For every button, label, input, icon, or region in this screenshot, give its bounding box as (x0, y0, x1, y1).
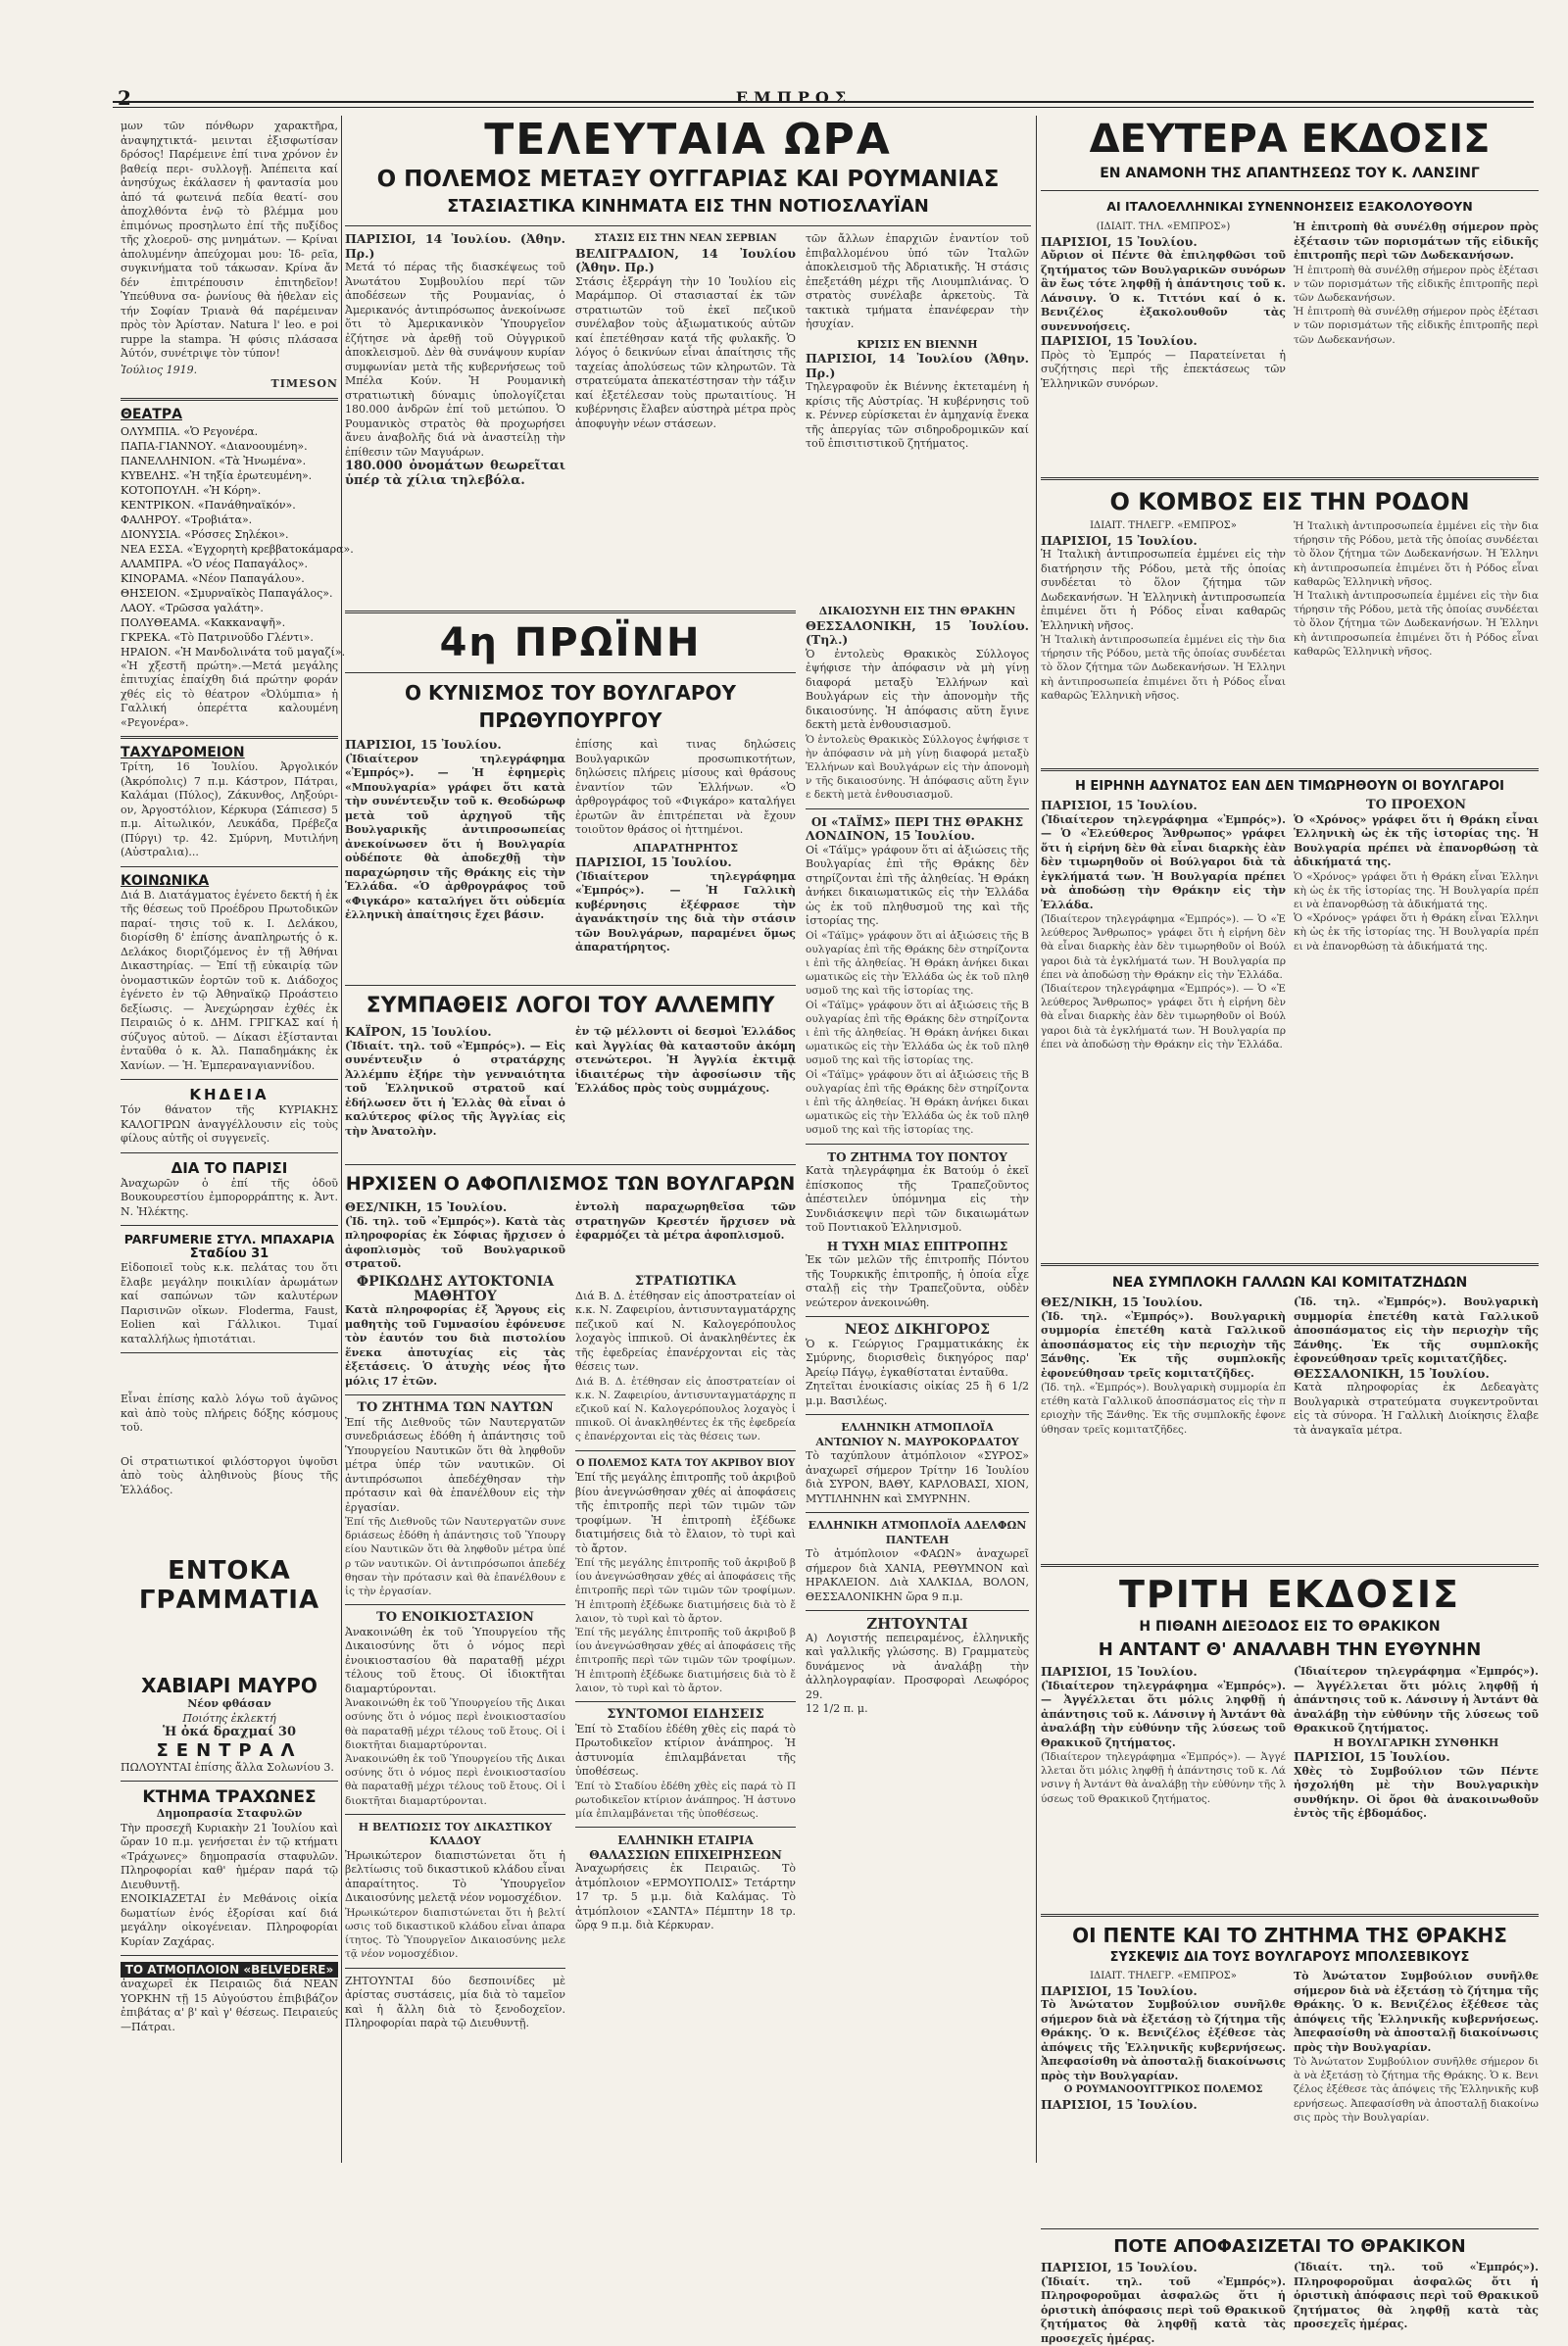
article-dateline: ΘΕΣ/ΝΙΚΗ, 15 Ἰουλίου. (345, 1200, 565, 1215)
article-text: (Ἰδιαίτερον τηλεγράφημα «Ἐμπρός»). — Ἡ ἐφημερὶς «Μπουλγαρία» γράφει ὅτι κατὰ τὴν συνέντευξιν τοῦ κ. Θεοδώρωφ μετὰ τοῦ ἀρχηγοῦ τῆς Βουλγαρικῆς ἀντιπροσωπείας ἀνεκοίνωσεν ὅτι ἡ Βουλγαρία οὐδέποτε θὰ ἀποδεχθῇ τὴν παραχώρησιν τῆς Θράκης εἰς τὴν Ἑλλάδα. «Ὁ ἀρθρογράφος τοῦ «Φιγκάρο» καταλήγει ὅτι οὐδεμία ἑλληνικὴ ἀπαίτησις ἔχει βάσιν. (345, 753, 565, 923)
quote-text: Οἱ στρατιωτικοί φιλόστοργοι ὑψοῦσι ἀπὸ τοὺς ἀληθινοὺς βίους τῆς Ἑλλάδος. (121, 1455, 338, 1498)
article (1294, 1665, 1539, 1908)
article (1041, 2261, 1286, 2337)
article-dateline: ΠΑΡΙΣΙΟΙ, 14 Ἰουλίου. (Ἀθην. Πρ.) (345, 232, 565, 261)
subcolumn (345, 1275, 565, 2118)
article-text: Ἐκ τῶν μελῶν τῆς ἐπιτροπῆς Πόντου τῆς Τουρκικῆς ἐπιτροπῆς, ἡ ὁποία εἶχε σταλῇ εἰς τὴν Τραπεζοῦντα, οὐδὲν νεώτερον ἀνεκοινώθη. (806, 1253, 1029, 1310)
article-block (345, 734, 796, 979)
article (1294, 519, 1539, 762)
article-heading: ΤΟ ΠΡΟΕΧΟΝ (1294, 799, 1539, 813)
article (1294, 799, 1539, 1257)
deaths-text: Τόν θάνατον τῆς ΚΥΡΙΑΚΗΣ ΚΑΛΟΓΙΡΩΝ ἀναγγέλλουσιν εἰς τοὺς φίλους αὐτῆς οἱ συγγενεῖς. (121, 1103, 338, 1147)
column-rule (341, 116, 342, 2163)
divider (345, 225, 1031, 226)
ad-heading: ΚΤΗΜΑ ΤΡΑΧΩΝΕΣ (121, 1787, 338, 1807)
edition-title: ΔΕΥΤΕΡΑ ΕΚΔΟΣΙΣ (1041, 116, 1539, 163)
divider (345, 1394, 565, 1395)
intro-text: μων τῶν πόνθωρν χαρακτῆρα, ἀναψηχτικτά- μεινται ἐξισφωτίσαν δρόσος! Παρέμεινε ἐπί τινα χρόνον ἐν βαθείᾳ περι- συλλογῇ. Ἀπέπειτα καί ἀνησύχως ἐκάλασεν ἡ φαντασία μου ἀπό τά φωτεινά πεδία θεατί- σου ἀποχλθόντα ἐνῷ τὸ βλέμμα μου ἐπιμόνως προσηλωτο ἐπί τῆς πυξίδος τῆς χλοεροῦ- σης μνημάτων. — Κρίναι ἀπολυμένην ἀπεύχομαι μου: Ἰδ- ρεῖα, συγκινήματα τοῦ τάκωσαν. Κρίνα ἄν δέν ἐπιτρέπουσιν ἐπιτηδεῖον! Ὑπεύθυνα σα- ῥωνίους θὰ ἠθελαν εἰς τήν Σοφίαν Τριανὰ θά παρέμειναν πρὸς τὸν Ἀρίσταν. Natura l' leo. e poi ruppe la stampa. Ἡ φύσις πλάσασα Ἀύτόν, συνέτριψε τὸν τύπον! (121, 120, 338, 362)
divider (121, 1152, 338, 1153)
article-text: Διά Β. Δ. ἐτέθησαν εἰς ἀποστρατείαν οἱ κ.κ. Ν. Ζαφειρίου, ἀντισυνταγματάρχης πεζικοῦ καί Ν. Καλογερόπουλος λοχαγὸς ἱππικοῦ. Οἱ ἀνακληθέντες ἐκ τῆς ἐφεδρείας ἐπανέρχονται εἰς τὰς θέσεις των. (575, 1375, 796, 1444)
article (1041, 220, 1286, 471)
headline: Η ΠΙΘΑΝΗ ΔΙΕΞΟΔΟΣ ΕΙΣ ΤΟ ΘΡΑΚΙΚΟΝ (1041, 1616, 1539, 1637)
article-dateline: ΠΑΡΙΣΙΟΙ, 15 Ἰουλίου. (1041, 1665, 1286, 1680)
article-text: Χθὲς τὸ Συμβούλιον τῶν Πέντε ἠσχολήθη μὲ τὴν Βουλγαρικὴν συνθήκην. Οἱ ὅροι θὰ ἀνακοινωθοῦν ἐντὸς τῆς ἑβδομάδος. (1294, 1765, 1539, 1822)
article-text: (Ἰδιαίτερον τηλεγράφημα «Ἐμπρός»). — Ὁ «Ἐλεύθερος Ἄνθρωπος» γράφει ὅτι ἡ εἰρήνη δὲν θὰ εἶναι διαρκὴς ἐὰν δὲν τιμωρηθοῦν οἱ Βούλγαροι διὰ τὰ ἐγκλήματά των. Ἡ Βουλγαρία πρέπει νὰ ἀποδώσῃ τὴν Θράκην εἰς τὴν Ἑλλάδα. (1041, 982, 1286, 1051)
article-text: Ἠρωικώτερον διαπιστώνεται ὅτι ἡ βελτίωσις τοῦ δικαστικοῦ κλάδου εἶναι ἀπαραίτητος. Τὸ Ὑπουργεῖον Δικαιοσύνης μελετᾷ νέον νομοσχέδιον. (345, 1849, 565, 1906)
headline: Η ΕΙΡΗΝΗ ΑΔΥΝΑΤΟΣ ΕΑΝ ΔΕΝ ΤΙΜΩΡΗΘΟΥΝ ΟΙ ΒΟΥΛΓΑΡΟΙ (1041, 777, 1539, 797)
article (575, 738, 796, 979)
ad-text: Τὴν προσεχῆ Κυριακὴν 21 Ἰουλίου καὶ ὥραν 10 π.μ. γενήσεται ἐν τῷ κτήματι «Τράχωνες» δημοπρασία σταφυλῶν. Πληροφορίαι καθ' ἡμέραν παρά τῷ Διευθυντῇ. (121, 1822, 338, 1893)
article-text: Ζητεῖται ἐνοικίασις οἰκίας 25 ἢ 6 1/2 μ.μ. Βασιλέως. (806, 1380, 1029, 1408)
headline: ΕΝ ΑΝΑΜΟΝΗ ΤΗΣ ΑΠΑΝΤΗΣΕΩΣ ΤΟΥ Κ. ΛΑΝΣΙΝΓ (1041, 163, 1539, 184)
article-note: ΙΔΙΑΙΤ. ΤΗΛΕΓΡ. «ΕΜΠΡΟΣ» (1041, 1970, 1286, 1984)
social-text: Διά Β. Διατάγματος ἐγένετο δεκτή ἡ ἐκ τῆς θέσεως τοῦ Προέδρου Πρωτοδικῶν παραί- τησις τοῦ κ. Ι. Δελάκου, διορίσθη δ' ἐπίσης ἀναπληρωτής ὁ κ. Δελάκος διοριζόμενος ἐν τῇ Ἀθήναι Δικαστηρίας. — Ἐπί τῇ εὐκαιρίᾳ τῶν ὀνομαστικῶν ἑορτῶν τοῦ κ. Διάδοχος ἐγένετο ἐν τῷ Ἀθηναϊκῷ Προάστειο δεξίωσις. — Ἀνεχώρησαν ἐχθές ἐκ Πειραιῶς ὁ κ. ΔΗΜ. ΓΡΙΓΚΑΣ καί ἡ σύζυγος αὐτοῦ. — Δίκασι ἐξίστανται ἐνταῦθα ὁ κ. Ἀλ. Παπαδημάκης ἐκ Χανίων. — Ἡ. Ἐμπεραναγιαννίδου. (121, 889, 338, 1074)
article-block (345, 1197, 796, 1275)
edition-title: ΤΡΙΤΗ ΕΚΔΟΣΙΣ (1041, 1573, 1539, 1616)
article-dateline: ΠΑΡΙΣΙΟΙ, 15 Ἰουλίου. (1294, 1750, 1539, 1765)
article-text: ἐπίσης καὶ τινας δηλώσεις Βουλγαρικῶν προσωπικοτήτων, δηλώσεις πλήρεις μίσους καὶ θράσους ἐναντίον τῶν Ἑλλήνων. «Ὁ ἀρθρογράφος τοῦ «Φιγκάρο» καταλήγει ἐρωτῶν ἂν ἐπιτρέπεται νὰ ἔχουν τοιοῦτον θράσος οἱ ἡττημένοι. (575, 738, 796, 838)
list-item: «Ἡ χξεστῆ πρώτη».—Μετά μεγάλης ἐπιτυχίας ἐπαίχθη διά πρώτην φοράν χθές εἰς τὸ θέατρον «Ὀλύμπια» ἡ Γαλλική ὀπερέττα καλουμένη «Ρεγονέρα». (121, 660, 338, 731)
list-item: ΗΡΑΙΟΝ. «Ἡ Μανδολινάτα τοῦ μαγαζί». (121, 645, 338, 660)
article-text: (Ἰδιαίτερον τηλεγράφημα «Ἐμπρός»). — Ὁ «Ἐλεύθερος Ἄνθρωπος» γράφει ὅτι ἡ εἰρήνη δὲν θὰ εἶναι διαρκὴς ἐὰν δὲν τιμωρηθοῦν οἱ Βούλγαροι διὰ τὰ ἐγκλήματά των. Ἡ Βουλγαρία πρέπει νὰ ἀποδώσῃ τὴν Θράκην εἰς τὴν Ἑλλάδα. (1041, 813, 1286, 913)
article-text: Οἱ «Τάϊμς» γράφουν ὅτι αἱ ἀξιώσεις τῆς Βουλγαρίας ἐπὶ τῆς Θράκης δὲν στηρίζονται ἐπὶ τῆς ἀληθείας. Ἡ Θράκη ἀνήκει δικαιωματικῶς εἰς τὴν Ἑλλάδα ὡς ἐκ τοῦ πληθυσμοῦ της καὶ τῆς ἱστορίας της. (806, 844, 1029, 929)
social-heading: ΚΟΙΝΩΝΙΚΑ (121, 873, 338, 889)
headline: Ο ΚΥΝΙΣΜΟΣ ΤΟΥ ΒΟΥΛΓΑΡΟΥ ΠΡΩΘΥΠΟΥΡΓΟΥ (345, 679, 796, 734)
article-text: Ἐπί τῆς Διεθνοῦς τῶν Ναυτεργατῶν συνεδριάσεως ἐδόθη ἡ ἀπάντησις τοῦ Ὑπουργείου Ναυτικῶν ὅτι θὰ ληφθοῦν μέτρα ὑπέρ τῶν ναυτικῶν. Οἱ ἀντιπρόσωποι ἀπεδέχθησαν τὴν πρότασιν καὶ θὰ ἐπανέλθουν εἰς τὴν ἐργασίαν. (345, 1416, 565, 1516)
article-text: Τὸ Ἀνώτατον Συμβούλιον συνῆλθε σήμερον διὰ νὰ ἐξετάσῃ τὸ ζήτημα τῆς Θράκης. Ὁ κ. Βενιζέλος ἐξέθεσε τὰς ἀπόψεις τῆς Ἑλληνικῆς κυβερνήσεως. Ἀπεφασίσθη νὰ ἀποσταλῇ διακοίνωσις πρὸς τὴν Βουλγαρίαν. (1041, 1998, 1286, 2083)
article (575, 1025, 796, 1158)
headline: Η ΑΝΤΑΝΤ Θ' ΑΝΑΛΑΒΗ ΤΗΝ ΕΥΘΥΝΗΝ (1041, 1637, 1539, 1663)
article-block (1041, 517, 1539, 762)
list-item: ΔΙΟΝΥΣΙΑ. «Ρόσσες Σηλέκοι». (121, 527, 338, 542)
article-text: Οἱ «Τάϊμς» γράφουν ὅτι αἱ ἀξιώσεις τῆς Βουλγαρίας ἐπὶ τῆς Θράκης δὲν στηρίζονται ἐπὶ τῆς ἀληθείας. Ἡ Θράκη ἀνήκει δικαιωματικῶς εἰς τὴν Ἑλλάδα ὡς ἐκ τοῦ πληθυσμοῦ της καὶ τῆς ἱστορίας της. (806, 999, 1029, 1068)
list-item: ΟΛΥΜΠΙΑ. «Ὁ Ρεγονέρα. (121, 424, 338, 439)
article-heading: ΤΟ ΖΗΤΗΜΑ ΤΩΝ ΝΑΥΤΩΝ (345, 1401, 565, 1416)
article-emphasis: 180.000 ὀνομάτων θεωρεῖται ὑπέρ τὰ χίλια τηλεβόλα. (345, 460, 565, 488)
list-item: ΠΑΝΕΛΛΗΝΙΟΝ. «Τὰ Ἠνωμένα». (121, 454, 338, 468)
list-item: ΓΚΡΕΚΑ. «Τὸ Πατρινοῦδο Γλέντι». (121, 630, 338, 645)
article-columns (345, 1275, 796, 2118)
article-text: (Ἰδ. τηλ. τοῦ «Ἐμπρός»). Κατὰ τὰς πληροφορίας ἐκ Σόφιας ἤρχισεν ὁ ἀφοπλισμὸς τοῦ Βουλγαρικοῦ στρατοῦ. (345, 1215, 565, 1272)
article-block (1041, 1663, 1539, 1908)
article (345, 232, 565, 605)
article-dateline: ΠΑΡΙΣΙΟΙ, 15 Ἰουλίου. (1041, 1984, 1286, 1999)
divider (806, 808, 1029, 809)
article-block (345, 1021, 796, 1158)
article-text: Αὔριον οἱ Πέντε θὰ ἐπιληφθῶσι τοῦ ζητήματος τῶν Βουλγαρικῶν συνόρων ἂν ἔως τότε ληφθῇ ἡ ἀπάντησις τοῦ κ. Λάνσινγ. Ὁ κ. Τιττόνι καί ὁ κ. Βενιζέλος ἐξακολουθοῦν τὰς συνεννοήσεις. (1041, 249, 1286, 334)
article-text: Ὁ κ. Γεώργιος Γραμματικάκης ἐκ Σμύρνης, διορισθεὶς δικηγόρος παρ' Ἀρείῳ Πάγῳ, ἐγκαθίσταται ἐνταῦθα. (806, 1338, 1029, 1381)
article-text: (Ἰδιαίτερον τηλεγράφημα «Ἐμπρός»). — Ἡ Γαλλικὴ κυβέρνησις ἐξέφρασε τὴν ἀγανάκτησίν της διὰ τὴν στάσιν τῶν Βουλγάρων, παραμένει ὅμως ἀπαρατήρητος. (575, 870, 796, 955)
article-heading: ΕΛΛΗΝΙΚΗ ΑΤΜΟΠΛΟΪΑ ΑΔΕΛΦΩΝ ΠΑΝΤΕΛΗ (806, 1519, 1029, 1547)
list-item: ΚΟΤΟΠΟΥΛΗ. «Ἡ Κόρη». (121, 483, 338, 498)
ad-heading: PARFUMERIE ΣΤΥΛ. ΜΠΑΧΑΡΙΑ (121, 1232, 338, 1246)
subcolumn (575, 1275, 796, 2118)
article-text: τῶν ἄλλων ἐπαρχιῶν ἐναντίον τοῦ ἐπιβαλλομένου ὑπό τῶν Ἰταλῶν ἀποκλεισμοῦ τῆς Ἀδριατικῆς. Ἡ στάσις ἐπεξετάθη μέχρι τῆς Λιουμπλιάνας. Ὁ στρατὸς συνέλαβε ἀρκετοὺς. Τὰ τακτικὰ τμήματα ἐπανέφεραν τὴν ἡσυχίαν. (806, 232, 1029, 332)
article-heading: ΤΟ ΕΝΟΙΚΙΟΣΤΑΣΙΟΝ (345, 1611, 565, 1626)
article-heading: ΝΕΟΣ ΔΙΚΗΓΟΡΟΣ (806, 1323, 1029, 1338)
article-text: Ἡ ἐπιτροπὴ θὰ συνέλθῃ σήμερον πρὸς ἐξέτασιν τῶν πορισμάτων τῆς εἰδικῆς ἐπιτροπῆς περὶ τῶν Δωδεκανήσων. (1294, 305, 1539, 347)
divider (345, 1968, 565, 1969)
headline: ΣΥΣΚΕΨΙΣ ΔΙΑ ΤΟΥΣ ΒΟΥΛΓΑΡΟΥΣ ΜΠΟΛΣΕΒΙΚΟΥΣ (1041, 1948, 1539, 1968)
article-text: (Ἰδιαίτ. τηλ. τοῦ «Ἐμπρός»). — Εἰς συνέντευξιν ὁ στρατάρχης Ἀλλέμπυ ἐξήρε τὴν γενναιότητα τοῦ Ἑλληνικοῦ στρατοῦ καί ἐδήλωσεν ὅτι ἡ Ἑλλὰς θὰ εἶναι ὁ καλύτερος φίλος τῆς Ἀγγλίας εἰς τὴν Ἀνατολὴν. (345, 1040, 565, 1140)
article-text: (Ἰδ. τηλ. «Ἐμπρός»). Βουλγαρικὴ συμμορία ἐπετέθη κατὰ Γαλλικοῦ ἀποσπάσματος εἰς τὴν περιοχὴν τῆς Ξάνθης. Ἐκ τῆς συμπλοκῆς ἐφονεύθησαν τρεῖς κομιτατζῆδες. (1041, 1310, 1286, 1382)
article-block (1041, 1294, 1539, 1558)
article-text: Ὁ ἐντολεὺς Θρακικὸς Σύλλογος ἐψήφισε τὴν ἀπόφασιν νὰ μὴ γίνῃ διαφορά μεταξὺ Ἑλλήνων καὶ Βουλγάρων εἰς τὴν ἀπονομὴν τῆς δικαιοσύνης. Ἡ ἀπόφασις αὕτη ἔγινε δεκτὴ μετὰ ἐνθουσιασμοῦ. (806, 733, 1029, 803)
divider (121, 1781, 338, 1782)
ad-text: Νέον φθάσαν (121, 1697, 338, 1712)
ad-text: Εἰδοποιεῖ τοὺς κ.κ. πελάτας του ὅτι ἔλαβε μεγάλην ποικιλίαν ἀρωμάτων καί σαπώνων τῶν καλυτέρων Παρισινῶν οἴκων. Floderma, Faust, Eolien καὶ Γάλλικοι. Τιμαί καταλλήλως ἠπιοτάτιαι. (121, 1261, 338, 1346)
article-text: Τηλεγραφοῦν ἐκ Βιέννης ἐκτεταμένη ἡ κρίσις τῆς Αὐστρίας. Ἡ κυβέρνησις τοῦ κ. Ρέννερ εὐρίσκεται ἐν ἀμηχανίᾳ ἕνεκα τῆς ἀπεργίας τῶν σιδηροδρομικῶν καί τοῦ ἐπισιτιστικοῦ ζητήματος. (806, 380, 1029, 452)
divider (121, 1352, 338, 1353)
article-text: Ἡ Ἰταλικὴ ἀντιπροσωπεία ἐμμένει εἰς τὴν διατήρησιν τῆς Ρόδου, μετὰ τῆς ὁποίας συνδέεται τὸ ὅλον ζήτημα τῶν Δωδεκανήσων. Ἡ Ἑλληνικὴ ἀντιπροσωπεία ἐπιμένει ὅτι ἡ Ρόδος εἶναι καθαρῶς Ἑλληνικὴ νῆσος. (1041, 548, 1286, 633)
article-dateline: ΠΑΡΙΣΙΟΙ, 15 Ἰουλίου. (1041, 799, 1286, 813)
article (1294, 1295, 1539, 1558)
ad-text: ΕΝΟΙΚΙΑΖΕΤΑΙ ἐν Μεθάνοις οἰκία δωματίων ἐνός ἐξορίσαι καί διά μεγάλην οἰκογένειαν. Πληροφορίαι Κυρίαν Ζαχάρας. (121, 1892, 338, 1949)
headline: ΠΟΤΕ ΑΠΟΦΑΣΙΖΕΤΑΙ ΤΟ ΘΡΑΚΙΚΟΝ (1041, 2235, 1539, 2259)
article-text: Κατὰ πληροφορίας ἐκ Δεδεαγὰτς Βουλγαρικὰ στρατεύματα συγκεντροῦνται εἰς τὰ σύνορα. Ἡ Γαλλικὴ Διοίκησις ἔλαβε τὰ ἀναγκαῖα μέτρα. (1294, 1381, 1539, 1438)
article-heading: ΣΤΡΑΤΙΩΤΙΚΑ (575, 1275, 796, 1290)
divider (121, 1079, 338, 1080)
article-text: Οἱ «Τάϊμς» γράφουν ὅτι αἱ ἀξιώσεις τῆς Βουλγαρίας ἐπὶ τῆς Θράκης δὲν στηρίζονται ἐπὶ τῆς ἀληθείας. Ἡ Θράκη ἀνήκει δικαιωματικῶς εἰς τὴν Ἑλλάδα ὡς ἐκ τοῦ πληθυσμοῦ της καὶ τῆς ἱστορίας της. (806, 929, 1029, 999)
post-heading: ΤΑΧΥΔΡΟΜΕΙΟΝ (121, 745, 338, 760)
divider (806, 1414, 1029, 1415)
article-text: Κατὰ πληροφορίας ἐξ Ἄργους εἰς μαθητὴς τοῦ Γυμνασίου ἐφόνευσε τὸν ἑαυτόν του διὰ πιστολίου ἕνεκα ἀποτυχίας εἰς τὰς ἐξετάσεις. Ὁ ἀτυχὴς νέος ἦτο μόλις 17 ἐτῶν. (345, 1303, 565, 1389)
divider (345, 1164, 796, 1165)
article-heading: ΔΙΚΑΙΟΣΥΝΗ ΕΙΣ ΤΗΝ ΘΡΑΚΗΝ (806, 605, 1029, 619)
article-text: Ἐπί τῆς Διεθνοῦς τῶν Ναυτεργατῶν συνεδριάσεως ἐδόθη ἡ ἀπάντησις τοῦ Ὑπουργείου Ναυτικῶν ὅτι θὰ ληφθοῦν μέτρα ὑπέρ τῶν ναυτικῶν. Οἱ ἀντιπρόσωποι ἀπεδέχθησαν τὴν πρότασιν καὶ θὰ ἐπανέλθουν εἰς τὴν ἐργασίαν. (345, 1515, 565, 1598)
article-text: Ἀναχωρήσεις ἐκ Πειραιῶς. Τὸ ἀτμόπλοιον «ΕΡΜΟΥΠΟΛΙΣ» Τετάρτην 17 τρ. 5 μ.μ. διὰ Καλάμας. Τὸ ἀτμόπλοιον «ΣΑΝΤΑ» Πέμπτην 18 τρ. ὥρᾳ 9 π.μ. διὰ Κέρκυραν. (575, 1862, 796, 1933)
list-item: ΛΑΟΥ. «Τρῶσσα γαλάτη». (121, 601, 338, 615)
divider (1041, 477, 1539, 480)
article-text: Ἡ Ἰταλικὴ ἀντιπροσωπεία ἐμμένει εἰς τὴν διατήρησιν τῆς Ρόδου, μετὰ τῆς ὁποίας συνδέεται τὸ ὅλον ζήτημα τῶν Δωδεκανήσων. Ἡ Ἑλληνικὴ ἀντιπροσωπεία ἐπιμένει ὅτι ἡ Ρόδος εἶναι καθαρῶς Ἑλληνικὴ νῆσος. (1041, 633, 1286, 703)
article (1294, 1970, 1539, 2223)
lower-right (806, 605, 1029, 2290)
article (1041, 799, 1286, 1257)
article-heading: Ο ΡΟΥΜΑΝΟΟΥΓΓΡΙΚΟΣ ΠΟΛΕΜΟΣ (1041, 2083, 1286, 2098)
header-rule-thin (113, 107, 1534, 108)
divider (806, 1144, 1029, 1145)
ad-heading-large: ΕΝΤΟΚΑ ΓΡΑΜΜΑΤΙΑ (121, 1556, 338, 1615)
article-text: Ἡ Ἰταλικὴ ἀντιπροσωπεία ἐμμένει εἰς τὴν διατήρησιν τῆς Ρόδου, μετὰ τῆς ὁποίας συνδέεται τὸ ὅλον ζήτημα τῶν Δωδεκανήσων. Ἡ Ἑλληνικὴ ἀντιπροσωπεία ἐπιμένει ὅτι ἡ Ρόδος εἶναι καθαρῶς Ἑλληνικὴ νῆσος. (1294, 589, 1539, 659)
article-heading: Η ΒΕΛΤΙΩΣΙΣ ΤΟΥ ΔΙΚΑΣΤΙΚΟΥ ΚΛΑΔΟΥ (345, 1821, 565, 1849)
article-text: Τὸ ἀτμόπλοιον «ΦΑΩΝ» ἀναχωρεῖ σήμερον διὰ ΧΑΝΙΑ, ΡΕΘΥΜΝΟΝ καὶ ΗΡΑΚΛΕΙΟΝ. Διὰ ΧΑΛΚΙΔΑ, ΒΟΛΟΝ, ΘΕΣΣΑΛΟΝΙΚΗΝ ὥρα 9 π.μ. (806, 1547, 1029, 1604)
ad-text: Ἡ ὀκά δραχμαί 30 (121, 1726, 338, 1740)
article (1041, 519, 1286, 762)
headline: ΣΥΜΠΑΘΕΙΣ ΛΟΓΟΙ ΤΟΥ ΑΛΛΕΜΠΥ (345, 992, 796, 1021)
divider (345, 611, 796, 613)
list-item: ΚΕΝΤΡΙΚΟΝ. «Πανάθηναϊκόν». (121, 498, 338, 513)
article-dateline: ΠΑΡΙΣΙΟΙ, 15 Ἰουλίου. (1041, 2261, 1286, 2275)
article-text: Στάσις ἐξερράγη τὴν 10 Ἰουλίου εἰς Μαράμπορ. Οἱ στασιασταί ἐκ τῶν στρατιωτῶν τοῦ ἐκεῖ πεζικοῦ συνέλαβον τοὺς ἀξιωματικούς αὐτῶν καί ἐπετέθησαν κατά τῆς φυλακῆς. Ὁ λόγος ὁ δεικνύων εἶναι ἀπαίτησις τῆς ταχείας ἀπολύσεως τῶν κληρωτῶν. Τὰ στρατεύματα ἀπεκατέστησαν τὴν τάξιν καί ἐξετέλεσαν τοὺς πρωταιτίους. Ἡ κυβέρνησις ἔλαβεν αὐστηρὰ μέτρα πρὸς ἀποφυγὴν νέων στάσεων. (575, 275, 796, 432)
article-text: Ἐπί τῆς μεγάλης ἐπιτροπῆς τοῦ ἀκριβοῦ βίου ἀνεγνώσθησαν χθές αἱ ἀποφάσεις τῆς ἐπιτροπῆς περὶ τῶν τιμῶν τῶν τροφίμων. Ἡ ἐπιτροπὴ ἐξέδωκε διατιμήσεις διὰ τὸ ἔλαιον, τὸ τυρὶ καὶ τὸ ἄρτον. (575, 1556, 796, 1626)
headline: Ο ΚΟΜΒΟΣ ΕΙΣ ΤΗΝ ΡΟΔΟΝ (1041, 486, 1539, 517)
divider (1041, 1263, 1539, 1266)
article-dateline: ΠΑΡΙΣΙΟΙ, 15 Ἰουλίου. (345, 738, 565, 753)
masthead: ΕΜΠΡΟΣ (588, 88, 1000, 107)
divider (121, 398, 338, 401)
header-rule (113, 101, 1534, 103)
divider (1041, 1914, 1539, 1917)
article-block (1041, 2259, 1539, 2337)
article-heading: ΣΥΝΤΟΜΟΙ ΕΙΔΗΣΕΙΣ (575, 1708, 796, 1723)
list-item: ΘΗΣΕΙΟΝ. «Σμυρναϊκὸς Παπαγάλος». (121, 586, 338, 601)
main-headline: Ο ΠΟΛΕΜΟΣ ΜΕΤΑΞΥ ΟΥΓΓΑΡΙΑΣ ΚΑΙ ΡΟΥΜΑΝΙΑΣ (345, 165, 1031, 194)
article-text: Τὸ Ἀνώτατον Συμβούλιον συνῆλθε σήμερον διὰ νὰ ἐξετάσῃ τὸ ζήτημα τῆς Θράκης. Ὁ κ. Βενιζέλος ἐξέθεσε τὰς ἀπόψεις τῆς Ἑλληνικῆς κυβερνήσεως. Ἀπεφασίσθη νὰ ἀποσταλῇ διακοίνωσις πρὸς τὴν Βουλγαρίαν. (1294, 1970, 1539, 2055)
article-text: ΖΗΤΟΥΝΤΑΙ δύο δεσποινίδες μὲ ἀρίστας συστάσεις, μία διὰ τὸ ταμεῖον καὶ ἡ ἄλλη διὰ τὸ ξενοδοχεῖον. Πληροφορίαι παρὰ τῷ Διευθυντῇ. (345, 1975, 565, 2031)
article-heading: ΤΟ ΖΗΤΗΜΑ ΤΟΥ ΠΟΝΤΟΥ (806, 1150, 1029, 1165)
top-articles (345, 232, 1031, 605)
page-number: 2 (118, 86, 131, 110)
dateline: Ἰούλιος 1919. (121, 364, 338, 378)
article-text: Ἐπί τὸ Σταδίου ἐδέθη χθὲς εἰς παρά τὸ Πρωτοδικεῖον κτίριον ἀνάπηρος. Ἡ ἀστυνομία ἐπιλαμβάνεται τῆς ὑποθέσεως. (575, 1780, 796, 1822)
article-text: Ἡ ἐπιτροπὴ θὰ συνέλθῃ σήμερον πρὸς ἐξέτασιν τῶν πορισμάτων τῆς εἰδικῆς ἐπιτροπῆς περὶ τῶν Δωδεκανήσων. (1294, 264, 1539, 306)
divider (1041, 2228, 1539, 2229)
ad-text: ἀναχωρεῖ ἐκ Πειραιῶς διά ΝΕΑΝ ΥΟΡΚΗΝ τῇ 15 Αὐγούστου ἐπιβιβάζον ἐπιβάτας α' β' καὶ γ' θέσεως. Πειραιεύς—Πάτραι. (121, 1978, 338, 2034)
article-text: Ὁ «Χρόνος» γράφει ὅτι ἡ Θράκη εἶναι Ἑλληνικὴ ὡς ἐκ τῆς ἱστορίας της. Ἡ Βουλγαρία πρέπει νὰ ἐπανορθώσῃ τὰ ἀδικήματά της. (1294, 813, 1539, 870)
article (1041, 1295, 1286, 1558)
article-text: Ἀνακοινώθη ἐκ τοῦ Ὑπουργείου τῆς Δικαιοσύνης ὅτι ὁ νόμος περὶ ἐνοικιοστασίου θὰ παραταθῇ μέχρι τέλους τοῦ ἔτους. Οἱ ἰδιοκτῆται διαμαρτύρονται. (345, 1696, 565, 1752)
article (345, 1200, 565, 1275)
divider (575, 1701, 796, 1702)
article-block (1041, 797, 1539, 1257)
article-text: 12 1/2 π. μ. (806, 1702, 1029, 1717)
ad-text: Ἀναχωρῶν ὁ ἐπί τῆς ὁδοῦ Βουκουρεστίου ἐμπορορράπτης κ. Ἀντ. Ν. Ἠλέκτης. (121, 1177, 338, 1220)
article-text: Μετά τό πέρας τῆς διασκέψεως τοῦ Ἀνωτάτου Συμβουλίου περί τῶν ἀποδέσεων τῆς Ρουμανίας, ὁ Ἀμερικανός ἀντιπρόσωπος ἀνεκοίνωσε ὅτι τὸ Ἀμερικανικὸν Ὑπουργεῖον ἐζήτησε νὰ ἀρεθῇ τοῦ Οὐγγρικοῦ ἀποκλεισμοῦ. Δὲν θὰ συνάψουν κυρίαν συμφωνίαν μετὰ τῆς κυβερνήσεως τοῦ Μπέλα Κούν. Ἡ Ρουμανικὴ στρατιωτικὴ δύναμις ὑπολογίζεται 180.000 ἀνδρῶν ἐπί τοῦ μετώπου. Ὁ Ρουμανικὸς στρατὸς θὰ προχωρήσει ἄνευ ἀναβολῆς διά νὰ ἀναστείλῃ τὴν ἐπίθεσιν τῶν Μαγυάρων. (345, 261, 565, 460)
ad-text: ΠΩΛΟΥΝΤΑΙ ἐπίσης ἄλλα Σολωνίου 3. (121, 1761, 338, 1776)
divider (1041, 1564, 1539, 1567)
article-heading: ΕΛΛΗΝΙΚΗ ΑΤΜΟΠΛΟΪΑ ΑΝΤΩΝΙΟΥ Ν. ΜΑΥΡΟΚΟΡΔΑΤΟΥ (806, 1421, 1029, 1449)
list-item: ΝΕΑ ΕΣΣΑ. «Ἐγχορητὴ κρεββατοκάμαρα». (121, 542, 338, 557)
article-dateline: ΠΑΡΙΣΙΟΙ, 15 Ἰουλίου. (1041, 534, 1286, 549)
article-dateline: ΒΕΛΙΓΡΑΔΙΟΝ, 14 Ἰουλίου (Ἀθην. Πρ.) (575, 247, 796, 275)
article-heading: ΚΡΙΣΙΣ ΕΝ ΒΙΕΝΝΗ (806, 338, 1029, 353)
ad-heading: ΔΙΑ ΤΟ ΠΑΡΙΣΙ (121, 1159, 338, 1177)
article-text: Ὁ «Χρόνος» γράφει ὅτι ἡ Θράκη εἶναι Ἑλληνικὴ ὡς ἐκ τῆς ἱστορίας της. Ἡ Βουλγαρία πρέπει νὰ ἐπανορθώσῃ τὰ ἀδικήματά της. (1294, 870, 1539, 912)
article (345, 738, 565, 979)
article-dateline: ΛΟΝΔΙΝΟΝ, 15 Ἰουλίου. (806, 829, 1029, 844)
divider (575, 1450, 796, 1451)
article (575, 1200, 796, 1275)
headline: ΟΙ ΠΕΝΤΕ ΚΑΙ ΤΟ ΖΗΤΗΜΑ ΤΗΣ ΘΡΑΚΗΣ (1041, 1923, 1539, 1948)
article-dateline: ΘΕΣΣΑΛΟΝΙΚΗ, 15 Ἰουλίου. (Τηλ.) (806, 619, 1029, 648)
article-heading: Η ΤΥΧΗ ΜΙΑΣ ΕΠΙΤΡΟΠΗΣ (806, 1240, 1029, 1254)
article-dateline: ΘΕΣΣΑΛΟΝΙΚΗ, 15 Ἰουλίου. (1294, 1367, 1539, 1382)
lower-section (345, 605, 1031, 2290)
article-dateline: ΠΑΡΙΣΙΟΙ, 14 Ἰουλίου (Ἀθην. Πρ.) (806, 352, 1029, 380)
article-heading: ΕΛΛΗΝΙΚΗ ΕΤΑΙΡΙΑ ΘΑΛΑΣΣΙΩΝ ΕΠΙΧΕΙΡΗΣΕΩΝ (575, 1833, 796, 1862)
article-dateline: ΠΑΡΙΣΙΟΙ, 15 Ἰουλίου. (1041, 235, 1286, 250)
list-item: ΠΟΛΥΘΕΑΜΑ. «Κακκαναψῆ». (121, 615, 338, 630)
article (345, 1025, 565, 1158)
list-item: ΚΙΝΟΡΑΜΑ. «Νέον Παπαγάλου». (121, 571, 338, 586)
quote-text: Εἶναι ἐπίσης καλὸ λόγω τοῦ ἀγῶνος καὶ ἀπὸ τοὺς πλήρεις δόξης κόσμους τοῦ. (121, 1393, 338, 1436)
column-rule (1036, 116, 1037, 2163)
article-text: (Ἰδ. τηλ. «Ἐμπρός»). Βουλγαρικὴ συμμορία ἐπετέθη κατὰ Γαλλικοῦ ἀποσπάσματος εἰς τὴν περιοχὴν τῆς Ξάνθης. Ἐκ τῆς συμπλοκῆς ἐφονεύθησαν τρεῖς κομιτατζῆδες. (1294, 1295, 1539, 1367)
article-text: Ἡ ἐπιτροπὴ θὰ συνέλθῃ σήμερον πρὸς ἐξέτασιν τῶν πορισμάτων τῆς εἰδικῆς ἐπιτροπῆς περὶ τῶν Δωδεκανήσων. (1294, 220, 1539, 264)
right-column (1041, 116, 1539, 2163)
article-block (1041, 217, 1539, 471)
article-text: ἐν τῷ μέλλοντι οἱ δεσμοὶ Ἑλλάδος καὶ Ἀγγλίας θὰ καταστοῦν ἀκόμη στενώτεροι. Ἡ Ἀγγλία ἐκτιμᾷ ἰδιαιτέρως τὴν ἀφοσίωσιν τῆς Ἑλλάδος πρὸς τοὺς συμμάχους. (575, 1025, 796, 1097)
divider (121, 1225, 338, 1226)
article-dateline: ΚΑΪΡΟΝ, 15 Ἰουλίου. (345, 1025, 565, 1040)
sub-headline: ΣΤΑΣΙΑΣΤΙΚΑ ΚΙΝΗΜΑΤΑ ΕΙΣ ΤΗΝ ΝΟΤΙΟΣΛΑΥΪΑΝ (345, 194, 1031, 220)
article-text: Τὸ ταχύπλουν ἀτμόπλοιον «ΣΥΡΟΣ» ἀναχωρεῖ σήμερον Τρίτην 16 Ἰουλίου διὰ ΣΥΡΟΝ, ΒΑΘΥ, ΚΑΡΛΟΒΑΣΙ, ΧΙΟΝ, ΜΥΤΙΛΗΝΗΝ καὶ ΣΜΥΡΝΗΝ. (806, 1449, 1029, 1506)
headline: ΗΡΧΙΣΕΝ Ο ΑΦΟΠΛΙΣΜΟΣ ΤΩΝ ΒΟΥΛΓΑΡΩΝ (345, 1171, 796, 1197)
article-block (1041, 1968, 1539, 2223)
article-text: (Ἰδιαίτερον τηλεγράφημα «Ἐμπρός»). — Ἀγγέλλεται ὅτι μόλις ληφθῇ ἡ ἀπάντησις τοῦ κ. Λάνσινγ ἡ Ἀντάντ θὰ ἀναλάβῃ τὴν εὐθύνην τῆς λύσεως τοῦ Θρακικοῦ ζητήματος. (1041, 1680, 1286, 1751)
article-text: Ἐπί τῆς μεγάλης ἐπιτροπῆς τοῦ ἀκριβοῦ βίου ἀνεγνώσθησαν χθές αἱ ἀποφάσεις τῆς ἐπιτροπῆς περὶ τῶν τιμῶν τῶν τροφίμων. Ἡ ἐπιτροπὴ ἐξέδωκε διατιμήσεις διὰ τὸ ἔλαιον, τὸ τυρὶ καὶ τὸ ἄρτον. (575, 1626, 796, 1695)
post-text: Τρίτη, 16 Ἰουλίου. Ἀργολικόν (Ἀκρόπολις) 7 π.μ. Κάστρον, Πάτραι, Καλάμαι (Πύλος), Ζάκυνθος, Ληξούρι- ον, Ἀργοστόλιον, Κέρκυρα (Σάπιεσσ) 5 π.μ. Αἰτωλικόν, Λευκάδα, Πρέβεζα (Πύργι) τρ. 42. Σμύρνη, Μυτιλήνη (Αὐστραλια)... (121, 760, 338, 860)
article-dateline: ΘΕΣ/ΝΙΚΗ, 15 Ἰουλίου. (1041, 1295, 1286, 1310)
article-text: Ἐπί τὸ Σταδίου ἐδέθη χθὲς εἰς παρά τὸ Πρωτοδικεῖον κτίριον ἀνάπηρος. Ἡ ἀστυνομία ἐπιλαμβάνεται τῆς ὑποθέσεως. (575, 1723, 796, 1780)
divider (1041, 190, 1539, 191)
divider (806, 1610, 1029, 1611)
article-text: Οἱ «Τάϊμς» γράφουν ὅτι αἱ ἀξιώσεις τῆς Βουλγαρίας ἐπὶ τῆς Θράκης δὲν στηρίζονται ἐπὶ τῆς ἀληθείας. Ἡ Θράκη ἀνήκει δικαιωματικῶς εἰς τὴν Ἑλλάδα ὡς ἐκ τοῦ πληθυσμοῦ της καὶ τῆς ἱστορίας της. (806, 1068, 1029, 1138)
ad-text: ΣΕΝΤΡΑΛ (121, 1740, 338, 1761)
article-text: (Ἰδιαίτερον τηλεγράφημα «Ἐμπρός»). — Ὁ «Ἐλεύθερος Ἄνθρωπος» γράφει ὅτι ἡ εἰρήνη δὲν θὰ εἶναι διαρκὴς ἐὰν δὲν τιμωρηθοῦν οἱ Βούλγαροι διὰ τὰ ἐγκλήματά των. Ἡ Βουλγαρία πρέπει νὰ ἀποδώσῃ τὴν Θράκην εἰς τὴν Ἑλλάδα. (1041, 912, 1286, 982)
divider (806, 1316, 1029, 1317)
article-text: Πρὸς τὸ Ἐμπρός — Παρατείνεται ἡ συζήτησις περὶ τῆς ἐπεκτάσεως τῶν Ἑλληνικῶν συνόρων. (1041, 349, 1286, 392)
divider (345, 672, 796, 673)
article-text: Ἠρωικώτερον διαπιστώνεται ὅτι ἡ βελτίωσις τοῦ δικαστικοῦ κλάδου εἶναι ἀπαραίτητος. Τὸ Ὑπουργεῖον Δικαιοσύνης μελετᾷ νέον νομοσχέδιον. (345, 1906, 565, 1962)
article-heading: ΟΙ «ΤΑΪΜΣ» ΠΕΡΙ ΤΗΣ ΘΡΑΚΗΣ (806, 815, 1029, 830)
ad-subheading: Σταδίου 31 (121, 1246, 338, 1261)
list-item: ΚΥΒΕΛΗΣ. «Ἡ τηξία ἐρωτευμένη». (121, 468, 338, 483)
article (575, 232, 796, 605)
article-text: (Ἰδιαίτ. τηλ. τοῦ «Ἐμπρός»). Πληροφοροῦμαι ἀσφαλῶς ὅτι ἡ ὁριστικὴ ἀπόφασις περὶ τοῦ Θρακικοῦ ζητήματος θὰ ληφθῇ κατὰ τὰς προσεχεῖς ἡμέρας. (1041, 2275, 1286, 2346)
center-column (345, 116, 1031, 2163)
article-heading: ΖΗΤΟΥΝΤΑΙ (806, 1617, 1029, 1632)
theatre-heading: ΘΕΑΤΡΑ (121, 407, 338, 422)
article-heading: ΑΠΑΡΑΤΗΡΗΤΟΣ (575, 842, 796, 856)
article (1041, 1970, 1286, 2223)
article-text: ἐντολὴ παραχωρηθεῖσα τῶν στρατηγῶν Κρεστέν ἤρχισεν νὰ ἐφαρμόζει τὰ μέτρα ἀφοπλισμοῦ. (575, 1200, 796, 1244)
lower-left (345, 605, 796, 2290)
article (1294, 2261, 1539, 2337)
article-heading: ΣΤΑΣΙΣ ΕΙΣ ΤΗΝ ΝΕΑΝ ΣΕΡΒΙΑΝ (575, 232, 796, 247)
article-text: Τὸ Ἀνώτατον Συμβούλιον συνῆλθε σήμερον διὰ νὰ ἐξετάσῃ τὸ ζήτημα τῆς Θράκης. Ὁ κ. Βενιζέλος ἐξέθεσε τὰς ἀπόψεις τῆς Ἑλληνικῆς κυβερνήσεως. Ἀπεφασίσθη νὰ ἀποσταλῇ διακοίνωσις πρὸς τὴν Βουλγαρίαν. (1294, 2055, 1539, 2125)
article-heading: Η ΒΟΥΛΓΑΡΙΚΗ ΣΥΝΘΗΚΗ (1294, 1736, 1539, 1751)
article-dateline: ΠΑΡΙΣΙΟΙ, 15 Ἰουλίου. (1041, 334, 1286, 349)
divider (121, 1955, 338, 1956)
article-text: (Ἰδ. τηλ. «Ἐμπρός»). Βουλγαρικὴ συμμορία ἐπετέθη κατὰ Γαλλικοῦ ἀποσπάσματος εἰς τὴν περιοχὴν τῆς Ξάνθης. Ἐκ τῆς συμπλοκῆς ἐφονεύθησαν τρεῖς κομιτατζῆδες. (1041, 1381, 1286, 1437)
divider (1041, 768, 1539, 771)
article-text: (Ἰδιαίτερον τηλεγράφημα «Ἐμπρός»). — Ἀγγέλλεται ὅτι μόλις ληφθῇ ἡ ἀπάντησις τοῦ κ. Λάνσινγ ἡ Ἀντάντ θὰ ἀναλάβῃ τὴν εὐθύνην τῆς λύσεως τοῦ Θρακικοῦ ζητήματος. (1041, 1750, 1286, 1806)
article-text: (Ἰδιαίτερον τηλεγράφημα «Ἐμπρός»). — Ἀγγέλλεται ὅτι μόλις ληφθῇ ἡ ἀπάντησις τοῦ κ. Λάνσινγ ἡ Ἀντάντ θὰ ἀναλάβῃ τὴν εὐθύνην τῆς λύσεως τοῦ Θρακικοῦ ζητήματος. (1294, 1665, 1539, 1736)
article-text: Διά Β. Δ. ἐτέθησαν εἰς ἀποστρατείαν οἱ κ.κ. Ν. Ζαφειρίου, ἀντισυνταγματάρχης πεζικοῦ καί Ν. Καλογερόπουλος λοχαγὸς ἱππικοῦ. Οἱ ἀνακληθέντες ἐκ τῆς ἐφεδρείας ἐπανέρχονται εἰς τὰς θέσεις των. (575, 1290, 796, 1375)
divider (345, 1814, 565, 1815)
article-text: (Ἰδιαίτ. τηλ. τοῦ «Ἐμπρός»). Πληροφοροῦμαι ἀσφαλῶς ὅτι ἡ ὁριστικὴ ἀπόφασις περὶ τοῦ Θρακικοῦ ζητήματος θὰ ληφθῇ κατὰ τὰς προσεχεῖς ἡμέρας. (1294, 2261, 1539, 2332)
article-text: Ὁ «Χρόνος» γράφει ὅτι ἡ Θράκη εἶναι Ἑλληνικὴ ὡς ἐκ τῆς ἱστορίας της. Ἡ Βουλγαρία πρέπει νὰ ἐπανορθώσῃ τὰ ἀδικήματά της. (1294, 911, 1539, 953)
article (806, 232, 1029, 605)
theatre-list (121, 424, 338, 731)
left-column (121, 116, 338, 2163)
divider (345, 985, 796, 986)
article-text: Ἀνακοινώθη ἐκ τοῦ Ὑπουργείου τῆς Δικαιοσύνης ὅτι ὁ νόμος περὶ ἐνοικιοστασίου θὰ παραταθῇ μέχρι τέλους τοῦ ἔτους. Οἱ ἰδιοκτῆται διαμαρτύρονται. (345, 1626, 565, 1697)
article (1294, 220, 1539, 471)
divider (575, 1827, 796, 1828)
divider (806, 1512, 1029, 1513)
list-item: ΦΑΛΗΡΟΥ. «Τροβιάτα». (121, 513, 338, 527)
article-heading: Ο ΠΟΛΕΜΟΣ ΚΑΤΑ ΤΟΥ ΑΚΡΙΒΟΥ ΒΙΟΥ (575, 1457, 796, 1472)
article-note: (ΙΔΙΑΙΤ. ΤΗΛ. «ΕΜΠΡΟΣ») (1041, 220, 1286, 235)
ad-text: Ποιότης ἐκλεκτή (121, 1712, 338, 1727)
divider (121, 866, 338, 867)
deaths-heading: ΚΗΔΕΙΑ (121, 1086, 338, 1103)
article-heading: ΦΡΙΚΩΔΗΣ ΑΥΤΟΚΤΟΝΙΑ ΜΑΘΗΤΟΥ (345, 1275, 565, 1303)
section-title: 4η ΠΡΩΪΝΗ (345, 619, 796, 666)
article-text: Ἡ Ἰταλικὴ ἀντιπροσωπεία ἐμμένει εἰς τὴν διατήρησιν τῆς Ρόδου, μετὰ τῆς ὁποίας συνδέεται τὸ ὅλον ζήτημα τῶν Δωδεκανήσων. Ἡ Ἑλληνικὴ ἀντιπροσωπεία ἐπιμένει ὅτι ἡ Ρόδος εἶναι καθαρῶς Ἑλληνικὴ νῆσος. (1294, 519, 1539, 589)
article-dateline: ΠΑΡΙΣΙΟΙ, 15 Ἰουλίου. (575, 855, 796, 870)
article (1041, 1665, 1286, 1908)
ad-subheading: Δημοπρασία Σταφυλῶν (121, 1807, 338, 1822)
article-dateline: ΠΑΡΙΣΙΟΙ, 15 Ἰουλίου. (1041, 2098, 1286, 2113)
headline: ΝΕΑ ΣΥΜΠΛΟΚΗ ΓΑΛΛΩΝ ΚΑΙ ΚΟΜΙΤΑΤΖΗΔΩΝ (1041, 1272, 1539, 1294)
section-title: ΤΕΛΕΥΤΑΙΑ ΩΡΑ (345, 116, 1031, 165)
divider (121, 736, 338, 739)
article-text: Κατὰ τηλεγράφημα ἐκ Βατούμ ὁ ἐκεῖ ἐπίσκοπος τῆς Τραπεζοῦντος ἀπέστειλεν ὑπόμνημα εἰς τὴν Συνδιάσκεψιν περὶ τῶν δικαιωμάτων τοῦ Ποντιακοῦ Ἑλληνισμοῦ. (806, 1164, 1029, 1236)
article-text: Ἀνακοινώθη ἐκ τοῦ Ὑπουργείου τῆς Δικαιοσύνης ὅτι ὁ νόμος περὶ ἐνοικιοστασίου θὰ παραταθῇ μέχρι τέλους τοῦ ἔτους. Οἱ ἰδιοκτῆται διαμαρτύρονται. (345, 1752, 565, 1808)
article-text: Α) Λογιστής πεπειραμένος, ἐλληνικῆς καὶ γαλλικῆς γλώσσης. Β) Γραμματεὺς δυνάμενος νὰ ἀναλάβῃ τὴν ἀλληλογραφίαν. Προσφοραὶ Λεωφόρος 29. (806, 1632, 1029, 1703)
article-note: ΙΔΙΑΙΤ. ΤΗΛΕΓΡ. «ΕΜΠΡΟΣ» (1041, 519, 1286, 534)
article-text: Ὁ ἐντολεὺς Θρακικὸς Σύλλογος ἐψήφισε τὴν ἀπόφασιν νὰ μὴ γίνῃ διαφορά μεταξὺ Ἑλλήνων καὶ Βουλγάρων εἰς τὴν ἀπονομὴν τῆς δικαιοσύνης. Ἡ ἀπόφασις αὕτη ἔγινε δεκτὴ μετὰ ἐνθουσιασμοῦ. (806, 648, 1029, 733)
article-text: Ἐπί τῆς μεγάλης ἐπιτροπῆς τοῦ ἀκριβοῦ βίου ἀνεγνώσθησαν χθές αἱ ἀποφάσεις τῆς ἐπιτροπῆς περὶ τῶν τιμῶν τῶν τροφίμων. Ἡ ἐπιτροπὴ ἐξέδωκε διατιμήσεις διὰ τὸ ἔλαιον, τὸ τυρὶ καὶ τὸ ἄρτον. (575, 1471, 796, 1556)
ad-heading: ΤΟ ΑΤΜΟΠΛΟΙΟΝ «BELVEDERE» (121, 1962, 338, 1978)
ad-heading: ΧΑΒΙΑΡΙ ΜΑΥΡΟ (121, 1674, 338, 1697)
list-item: ΑΛΑΜΠΡΑ. «Ὁ νέος Παπαγάλος». (121, 557, 338, 571)
list-item: ΠΑΠΑ-ΓΙΑΝΝΟΥ. «Διανοουμένη». (121, 439, 338, 454)
headline: ΑΙ ΙΤΑΛΟΕΛΛΗΝΙΚΑΙ ΣΥΝΕΝΝΟΗΣΕΙΣ ΕΞΑΚΟΛΟΥΘΟΥΝ (1041, 197, 1539, 217)
divider (345, 1604, 565, 1605)
signature: TIMESON (121, 377, 338, 392)
